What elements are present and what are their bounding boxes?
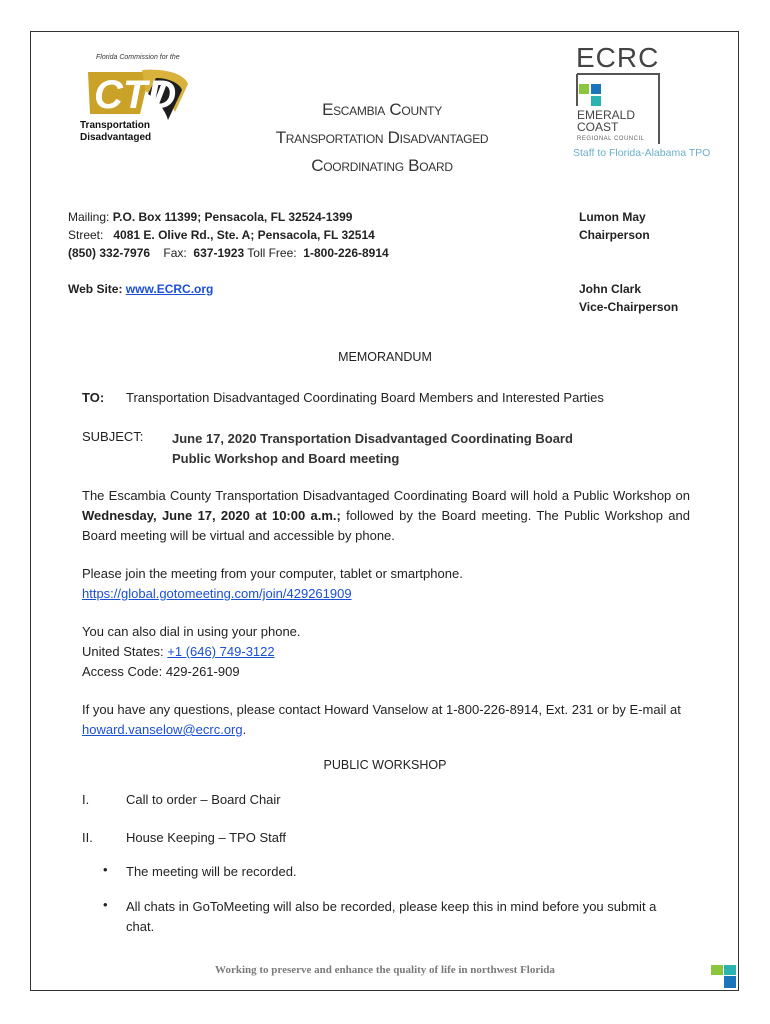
agenda-item-text: Call to order – Board Chair	[126, 792, 281, 807]
ctd-caption-line2: Disadvantaged	[80, 132, 152, 143]
dial-us-line	[82, 642, 690, 662]
ctd-caption-line1: Transportation	[80, 120, 151, 131]
workshop-heading: PUBLIC WORKSHOP	[323, 758, 447, 772]
chairperson-block	[579, 208, 650, 244]
street-value: 4081 E. Olive Rd., Ste. A; Pensacola, FL 32514	[113, 228, 375, 242]
para1-date: Wednesday, June 17, 2020 at 10:00 a.m.;	[82, 508, 341, 523]
footer-ecrc-icon	[711, 963, 737, 989]
agenda-item-number: II.	[82, 830, 93, 845]
chair-title: Chairperson	[579, 228, 650, 242]
bullet-item: All chats in GoToMeeting will also be recorded, please keep this in mind before you submit a chat.	[126, 899, 657, 934]
mailing-line	[68, 208, 389, 226]
bullet-icon: •	[103, 897, 108, 912]
ctd-caption	[80, 120, 190, 144]
phone-line	[68, 244, 389, 262]
dial-intro: You can also dial in using your phone.	[82, 624, 301, 639]
subject-line2: Public Workshop and Board meeting	[172, 451, 400, 466]
paragraph-join	[82, 564, 690, 604]
mailing-value: P.O. Box 11399; Pensacola, FL 32524-1399	[112, 210, 353, 224]
para1-end: followed by the Board meeting. The Public Workshop and Board meeting will be virtual and accessible by phone.	[82, 508, 690, 543]
meeting-link[interactable]: https://global.gotomeeting.com/join/429261909	[82, 586, 352, 601]
bullet-icon: •	[103, 862, 108, 877]
memo-heading: MEMORANDUM	[338, 350, 432, 364]
para1-start: The Escambia County Transportation Disadvantaged Coordinating Board will hold a Public Workshop on	[82, 488, 690, 503]
mailing-label: Mailing:	[68, 210, 110, 224]
fax-number: 637-1923	[193, 246, 245, 260]
vice-chair-block	[579, 280, 678, 316]
subject-text	[172, 429, 573, 469]
contact-block	[68, 208, 389, 298]
ctd-logo-letters: CTD	[94, 73, 177, 117]
board-title-line2: Transportation Disadvantaged	[275, 128, 489, 147]
vice-name: John Clark	[579, 282, 642, 296]
website-line	[68, 280, 389, 298]
vice-title: Vice-Chairperson	[579, 300, 679, 314]
subject-line1: June 17, 2020 Transportation Disadvantaged Coordinating Board	[172, 431, 573, 446]
ctd-top-line: Florida Commission for the	[96, 54, 180, 61]
to-label: TO:	[82, 390, 105, 405]
ecrc-line2: COAST	[577, 120, 619, 134]
paragraph-announcement	[82, 486, 690, 546]
street-label: Street:	[68, 228, 104, 242]
ecrc-staff-line: Staff to Florida-Alabama TPO	[573, 147, 711, 159]
board-title-line3: Coordinating Board	[311, 156, 453, 175]
questions-end: .	[242, 722, 247, 737]
subject-label: SUBJECT:	[82, 429, 144, 444]
chair-name: Lumon May	[579, 210, 646, 224]
agenda-item-number: I.	[82, 792, 90, 807]
agenda-item-text: House Keeping – TPO Staff	[126, 830, 286, 845]
bullet-item: The meeting will be recorded.	[126, 864, 297, 879]
ecrc-line1: EMERALD	[577, 108, 636, 122]
questions-text: If you have any questions, please contact Howard Vanselow at 1-800-226-8914, Ext. 231 or by E-mail at	[82, 702, 681, 717]
to-text: Transportation Disadvantaged Coordinating Board Members and Interested Parties	[126, 390, 604, 405]
footer-tagline: Working to preserve and enhance the quality of life in northwest Florida	[215, 964, 555, 976]
email-link[interactable]: howard.vanselow@ecrc.org	[82, 722, 243, 737]
website-label: Web Site:	[68, 282, 123, 296]
board-title	[232, 96, 532, 180]
tollfree-label: Toll Free:	[247, 246, 297, 260]
ecrc-regional: REGIONAL COUNCIL	[577, 136, 645, 142]
fax-label: Fax:	[163, 246, 187, 260]
dial-phone-link[interactable]: +1 (646) 749-3122	[167, 644, 275, 659]
access-code: Access Code: 429-261-909	[82, 664, 240, 679]
para2-text: Please join the meeting from your computer, tablet or smartphone.	[82, 566, 463, 581]
ecrc-name: ECRC	[576, 42, 660, 73]
board-title-line1: Escambia County	[322, 100, 442, 119]
phone-number: (850) 332-7976	[68, 246, 151, 260]
website-link[interactable]: www.ECRC.org	[125, 282, 214, 296]
dial-us-label: United States:	[82, 644, 168, 659]
paragraph-dial	[82, 622, 690, 682]
paragraph-questions	[82, 700, 690, 740]
tollfree-number: 1-800-226-8914	[303, 246, 389, 260]
ecrc-subtitle	[577, 109, 635, 133]
street-line	[68, 226, 389, 244]
